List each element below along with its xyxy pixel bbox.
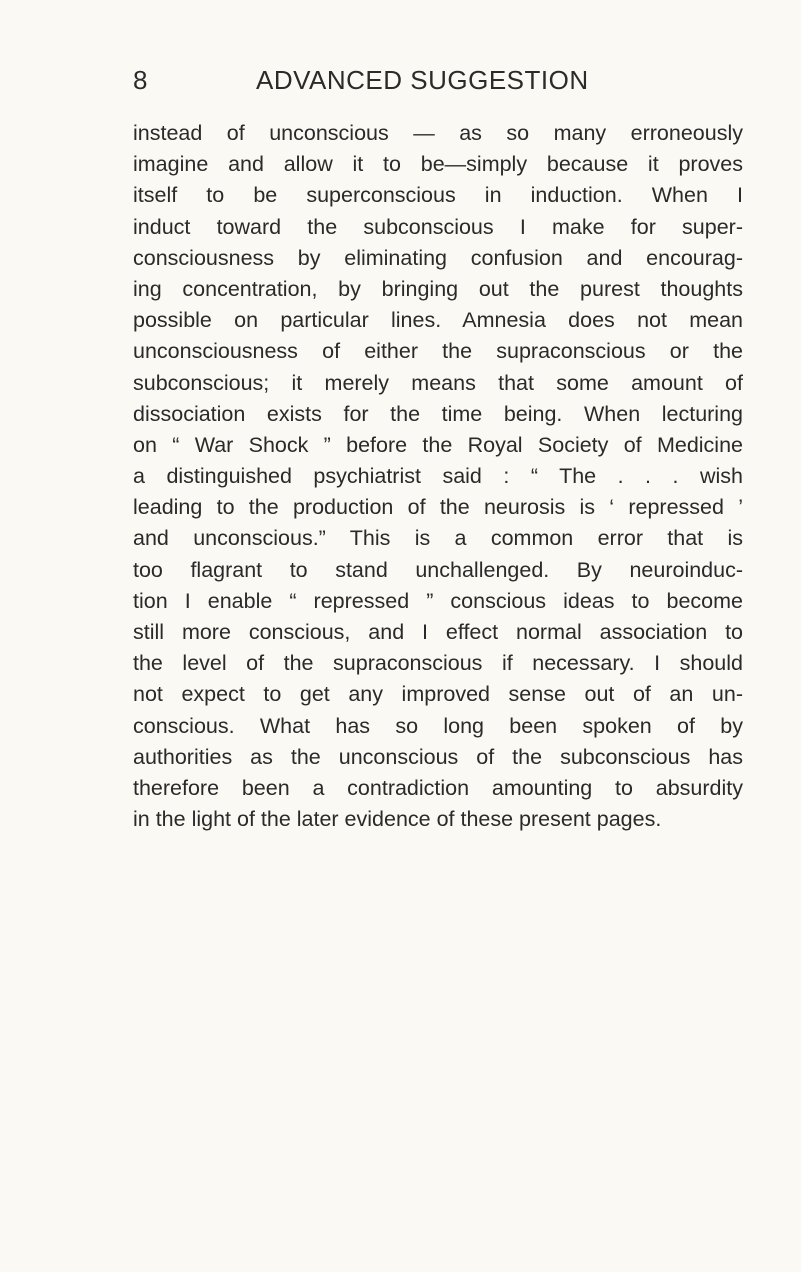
text-line: conscious. What has so long been spoken of by bbox=[133, 713, 743, 738]
text-line: induct toward the subconscious I make for super- bbox=[133, 214, 743, 239]
text-line: a distinguished psychiatrist said : “ The . . . wish bbox=[133, 464, 743, 489]
text-line: in the light of the later evidence of these present pages. bbox=[133, 807, 662, 832]
text-line: and unconscious.” This is a common error that is bbox=[133, 526, 743, 551]
text-line: still more conscious, and I effect normal association to bbox=[133, 620, 743, 644]
body-paragraph bbox=[133, 118, 743, 835]
page-number: 8 bbox=[133, 65, 148, 95]
page-header bbox=[133, 63, 741, 97]
text-line: leading to the production of the neurosis is ‘ repressed ’ bbox=[133, 495, 743, 520]
text-line: itself to be superconscious in induction. When I bbox=[133, 183, 743, 208]
text-line: dissociation exists for the time being. When lecturing bbox=[133, 401, 743, 426]
text-line: tion I enable “ repressed ” conscious ideas to become bbox=[133, 588, 743, 613]
text-line: imagine and allow it to be—simply because it proves bbox=[133, 152, 743, 177]
text-line: not expect to get any improved sense out of an un- bbox=[133, 682, 743, 707]
text-line: instead of unconscious — as so many erroneously bbox=[133, 121, 743, 145]
text-line: possible on particular lines. Amnesia does not mean bbox=[133, 308, 743, 333]
running-title: ADVANCED SUGGESTION bbox=[256, 65, 589, 95]
text-line: therefore been a contradiction amounting to absurdity bbox=[133, 775, 743, 800]
text-line: unconsciousness of either the supraconscious or the bbox=[133, 339, 743, 364]
text-line: subconscious; it merely means that some amount of bbox=[133, 370, 743, 395]
text-line: on “ War Shock ” before the Royal Society of Medicine bbox=[133, 432, 743, 457]
text-line: authorities as the unconscious of the subconscious has bbox=[133, 744, 743, 769]
text-line: consciousness by eliminating confusion and encourag- bbox=[133, 245, 743, 270]
text-line: the level of the supraconscious if necessary. I should bbox=[133, 651, 743, 676]
text-line: ing concentration, by bringing out the purest thoughts bbox=[133, 276, 743, 301]
text-line: too flagrant to stand unchallenged. By neuroinduc- bbox=[133, 557, 743, 582]
